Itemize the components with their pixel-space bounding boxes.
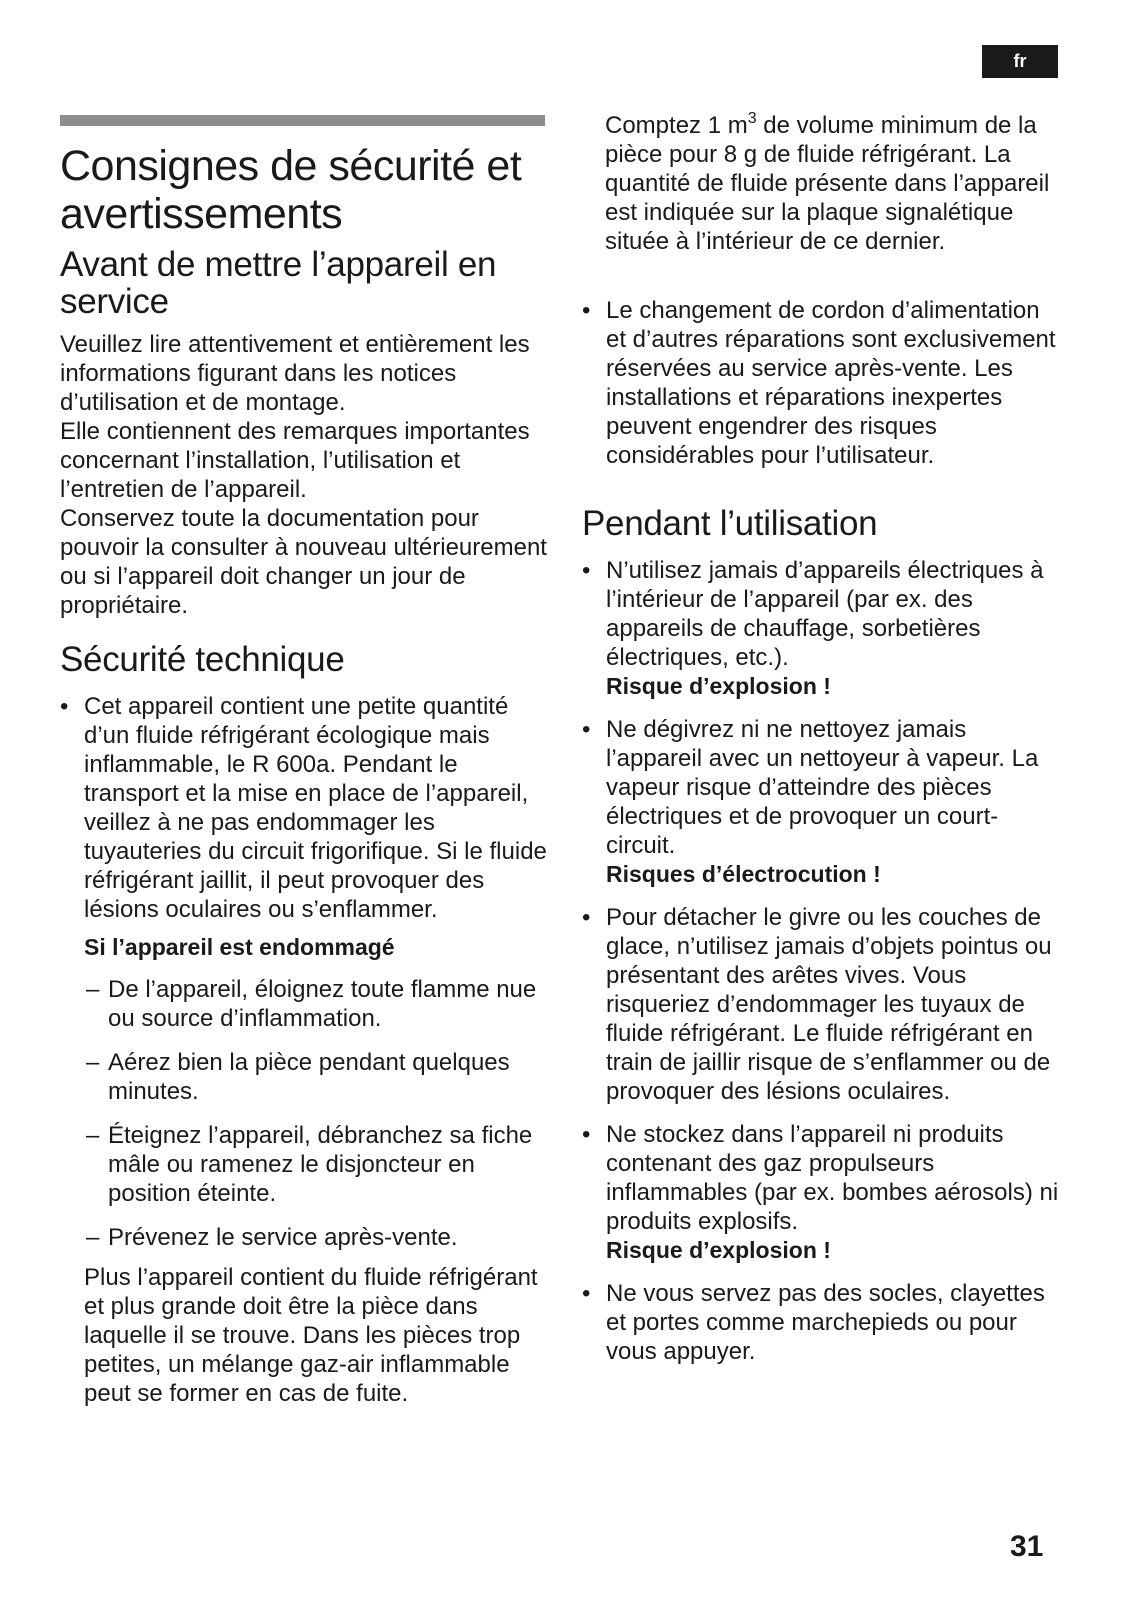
damaged-steps-list (84, 975, 552, 1267)
before-use-text (60, 330, 552, 620)
volume-text-end: de volume minimum de la pièce pour 8 g de fluide réfrigérant. La quantité de fluide présente dans l’appareil est indiquée sur la plaque signalétique située à l’intérieur de ce dernier. (605, 112, 1050, 255)
item-text: Ne dégivrez ni ne nettoyez jamais l’appareil avec un nettoyeur à vapeur. La vapeur risque d’atteindre des pièces électriques et de provoquer un court-circuit. (606, 716, 1039, 859)
warning-label: Risque d’explosion ! (606, 1237, 831, 1263)
heading-before-use: Avant de mettre l’appareil en service (60, 245, 497, 321)
damaged-subheading: Si l’appareil est endommagé (84, 934, 395, 960)
closing-paragraph: Plus l’appareil contient du fluide réfrigérant et plus grande doit être la pièce dans laquelle il se trouve. Dans les pièces trop petites, un mélange gaz-air inflammable peut se former en cas de fuite. (84, 1264, 538, 1407)
list-item: – Aérez bien la pièce pendant quelques minutes. (84, 1048, 552, 1106)
list-item: – Éteignez l’appareil, débranchez sa fiche mâle ou ramenez le disjoncteur en position éteinte. (84, 1121, 552, 1208)
paragraph: Elle contiennent des remarques importantes concernant l’installation, l’utilisation et l’entretien de l’appareil. (60, 418, 530, 503)
volume-superscript: 3 (747, 110, 757, 127)
heading-during-use: Pendant l’utilisation (582, 504, 878, 543)
volume-paragraph (605, 111, 1060, 256)
list-item: • Cet appareil contient une petite quantité d’un fluide réfrigérant écologique mais inflammable, le R 600a. Pendant le transport et la mise en place de l’appareil, veillez à ne pas endommager les tuyauteries du circuit frigorifique. Si le fluide réfrigérant jaillit, il peut provoquer des lésions oculaires ou s’enflammer. (60, 692, 552, 924)
volume-text-start: Comptez 1 m (605, 112, 748, 139)
page-number: 31 (1010, 1530, 1044, 1563)
paragraph: Veuillez lire attentivement et entièrement les informations figurant dans les notices d’utilisation et de montage. (60, 331, 530, 416)
warning-label: Risques d’électrocution ! (606, 861, 881, 887)
warning-label: Risque d’explosion ! (606, 673, 831, 699)
item-text: Ne stockez dans l’appareil ni produits contenant des gaz propulseurs inflammables (par ex. bombes aérosols) ni produits explosifs. (606, 1121, 1059, 1235)
language-badge: fr (982, 45, 1058, 78)
list-item (582, 1120, 1062, 1265)
during-use-list (582, 556, 1062, 1380)
list-item: • Le changement de cordon d’alimentation et d’autres réparations sont exclusivement réservées au service après-vente. Les installations et réparations inexpertes peuvent engendrer des risques considérables pour l’utilisateur. (582, 296, 1060, 470)
cord-list (582, 296, 1060, 484)
list-item (582, 903, 1062, 1106)
item-text: N’utilisez jamais d’appareils électriques à l’intérieur de l’appareil (par ex. des appareils de chauffage, sorbetières électriques, etc.). (606, 557, 1044, 671)
item-text: Pour détacher le givre ou les couches de glace, n’utilisez jamais d’objets pointus ou présentant des arêtes vives. Vous risqueriez d’endommager les tuyaux de fluide réfrigérant. Le fluide réfrigérant en train de jaillir risque de s’enflammer ou de provoquer des lésions oculaires. (606, 904, 1052, 1105)
list-item: – Prévenez le service après-vente. (84, 1223, 552, 1252)
heading-technical-safety: Sécurité technique (60, 640, 345, 679)
page-title: Consignes de sécurité et avertissements (60, 142, 522, 238)
list-item (582, 715, 1062, 889)
list-item: – De l’appareil, éloignez toute flamme nue ou source d’inflammation. (84, 975, 552, 1033)
item-text: Ne vous servez pas des socles, clayettes et portes comme marchepieds ou pour vous appuyer. (606, 1280, 1045, 1365)
technical-safety-list (60, 692, 552, 938)
title-rule (60, 115, 545, 126)
paragraph: Conservez toute la documentation pour pouvoir la consulter à nouveau ultérieurement ou si l’appareil doit changer un jour de propriétaire. (60, 505, 547, 619)
list-item (582, 556, 1062, 701)
list-item (582, 1279, 1062, 1366)
